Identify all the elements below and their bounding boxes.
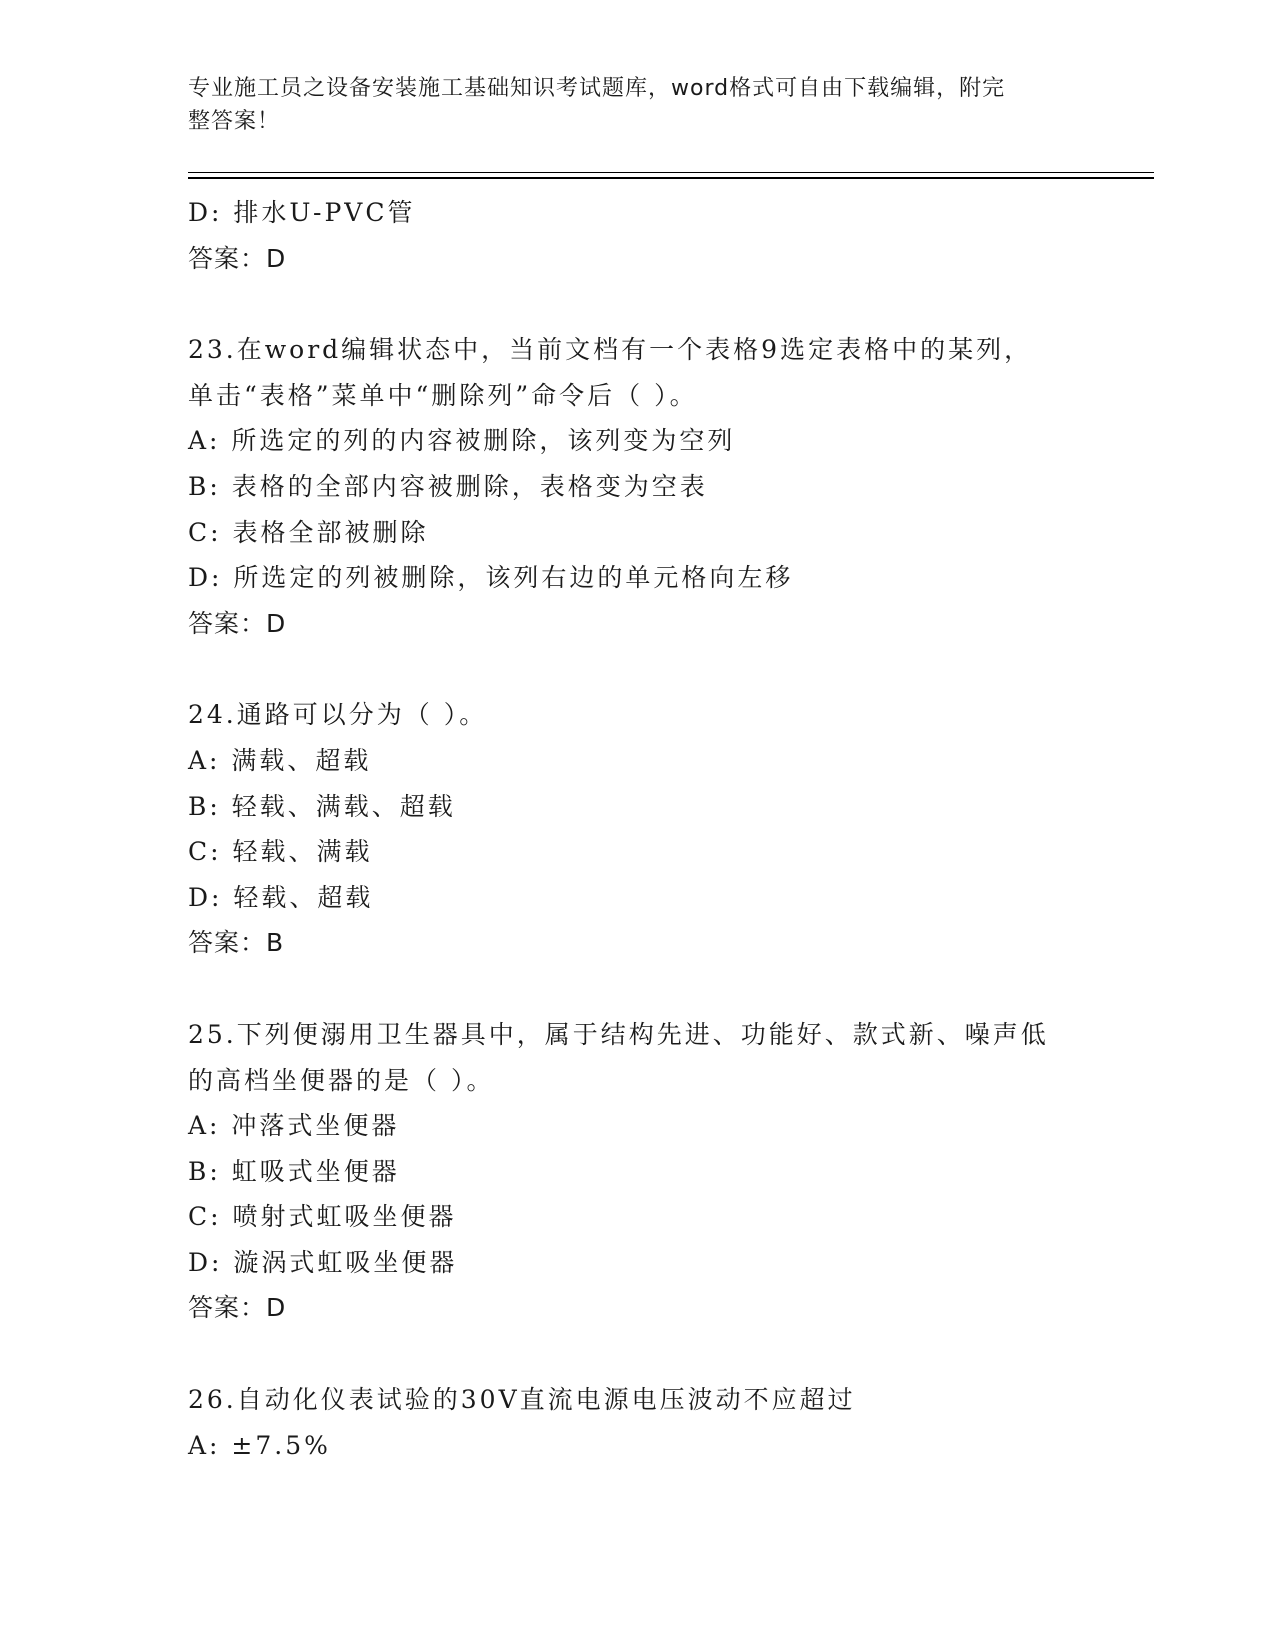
option-a: A: ±7.5% [188,1430,331,1460]
option-d: D: 漩涡式虹吸坐便器 [188,1247,458,1277]
document-header [188,72,1068,138]
question-26 [188,1377,1088,1468]
header-divider-thick [188,177,1154,179]
question-stem: 23.在word编辑状态中，当前文档有一个表格9选定表格中的某列， [188,335,1033,365]
option-b: B: 表格的全部内容被删除，表格变为空表 [188,471,708,501]
option-b: B: 虹吸式坐便器 [188,1156,400,1186]
option-c: C: 表格全部被删除 [188,517,429,547]
option-d: D: 轻载、超载 [188,882,374,912]
option-d: D: 排水U-PVC管 [188,198,416,227]
option-b: B: 轻载、满载、超载 [188,791,456,821]
question-stem-cont: 的高档坐便器的是（ ）。 [188,1065,495,1095]
answer: 答案：D [188,1293,287,1323]
question-23 [188,327,1088,646]
option-c: C: 喷射式虹吸坐便器 [188,1202,457,1232]
answer: 答案：B [188,928,285,958]
answer: 答案：D [188,243,287,273]
header-divider-thin [188,172,1154,173]
question-stem: 24.通路可以分为（ ）。 [188,700,488,730]
header-line-1: 专业施工员之设备安装施工基础知识考试题库，word格式可自由下载编辑，附完 [188,76,1006,101]
question-stem-cont: 单击“表格”菜单中“删除列”命令后（ ）。 [188,380,698,410]
question-stem: 26.自动化仪表试验的30V直流电源电压波动不应超过 [188,1385,856,1415]
option-a: A: 所选定的列的内容被删除，该列变为空列 [188,426,736,456]
question-25 [188,1012,1088,1331]
option-a: A: 冲落式坐便器 [188,1111,400,1141]
option-a: A: 满载、超载 [188,745,372,775]
question-stem: 25.下列便溺用卫生器具中，属于结构先进、功能好、款式新、噪声低 [188,1019,1049,1049]
answer: 答案：D [188,608,287,638]
question-22 [188,190,1088,281]
option-c: C: 轻载、满载 [188,837,373,867]
question-list [188,190,1088,1468]
option-d: D: 所选定的列被删除，该列右边的单元格向左移 [188,563,794,593]
question-24 [188,692,1088,966]
header-line-2: 整答案！ [188,109,281,134]
